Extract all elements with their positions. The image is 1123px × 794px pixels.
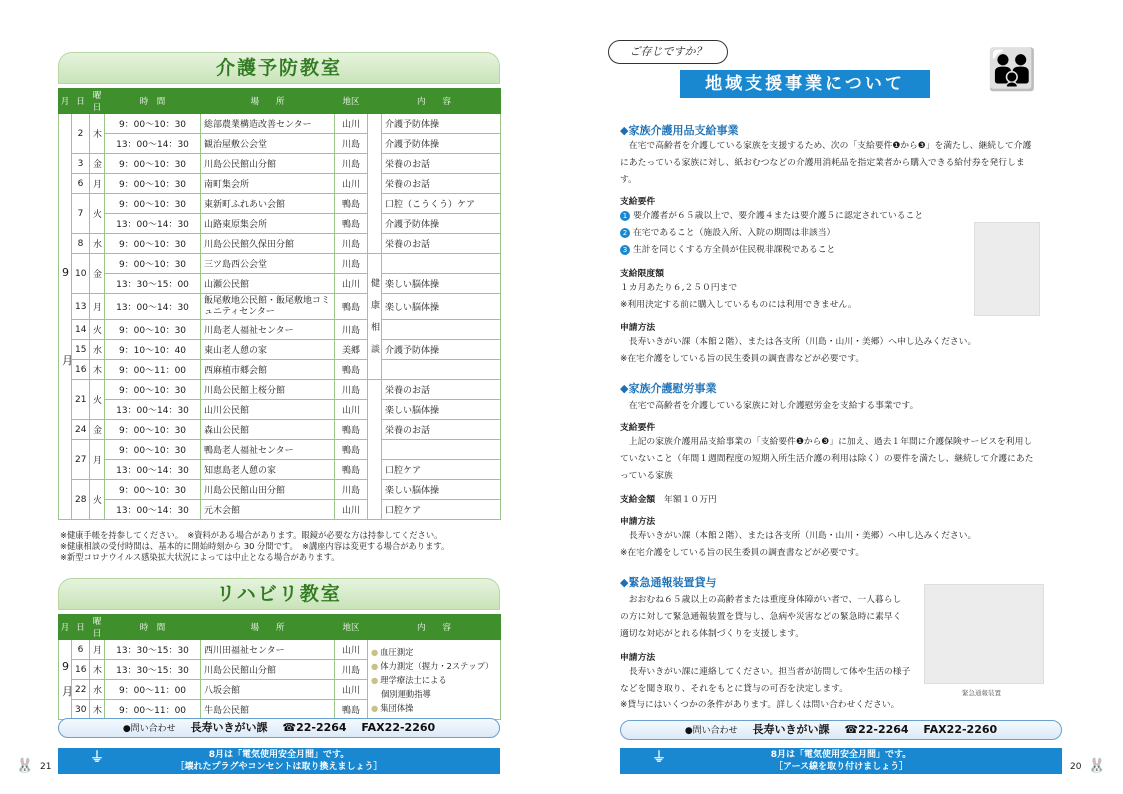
- col-time: 時 間: [105, 615, 201, 640]
- area-cell: 山川: [335, 680, 368, 700]
- month-number: 9: [62, 660, 69, 673]
- area-cell: 川島: [335, 234, 368, 254]
- table-row: [59, 320, 501, 340]
- safety-banner-left: [58, 748, 500, 774]
- time-cell: 13：00〜14：30: [105, 294, 201, 320]
- col-content: 内 容: [368, 89, 501, 114]
- table-row: [59, 420, 501, 440]
- time-cell: 9：00〜11：00: [105, 680, 201, 700]
- weekday-cell: 水: [90, 340, 105, 360]
- s1-limit-label: 支給限度額: [620, 269, 664, 279]
- place-cell: 飯尾敷地公民館・飯尾敷地コミュニティセンター: [201, 294, 335, 320]
- content-cell: 口腔（こうくう）ケア: [382, 194, 501, 214]
- s1-limit-amount: １カ月あたり６,２５０円まで: [620, 283, 738, 293]
- s1-apply: [620, 334, 1040, 368]
- content-cell: 介護予防体操: [382, 340, 501, 360]
- family-illustration-icon: 👪: [987, 47, 1037, 93]
- s3-intro: おおむね６５歳以上の高齢者または重度身体障がい者で、一人暮らしの方に対して緊急通報装置を貸与し、急病や災害などの緊急時に素早く適切な対応がとれる体制づくりを支援します。: [620, 595, 902, 639]
- time-cell: 9：10〜10：40: [105, 340, 201, 360]
- rehab-table: [58, 614, 501, 720]
- area-cell: 川島: [335, 660, 368, 680]
- col-day: 日: [72, 615, 90, 640]
- weekday-cell: 木: [90, 360, 105, 380]
- health-consult-char: 康: [371, 300, 381, 311]
- area-cell: 山川: [335, 640, 368, 660]
- time-cell: 13：00〜14：30: [105, 134, 201, 154]
- place-cell: 川島公民館久保田分館: [201, 234, 335, 254]
- table-row: [59, 640, 501, 660]
- s1-apply-text: 長寿いきがい課（本館２階）、または各支所（川島・山川・美郷）へ申し込みください。: [628, 337, 977, 347]
- contact-tel: ☎22-2264: [844, 723, 909, 736]
- time-cell: 9：00〜10：30: [105, 254, 201, 274]
- day-cell: 24: [72, 420, 90, 440]
- table-row: [59, 480, 501, 500]
- time-cell: 13：00〜14：30: [105, 400, 201, 420]
- area-cell: 山川: [335, 400, 368, 420]
- area-cell: 鴨島: [335, 420, 368, 440]
- kaigo-header-row: [59, 89, 501, 114]
- month-unit: 月: [62, 685, 73, 698]
- content-cell: 楽しい脳体操: [382, 480, 501, 500]
- day-cell: 6: [72, 174, 90, 194]
- kaigo-table: [58, 88, 501, 520]
- area-cell: 鴨島: [335, 214, 368, 234]
- weekday-cell: 月: [90, 294, 105, 320]
- table-row: [59, 114, 501, 134]
- time-cell: 9：00〜10：30: [105, 154, 201, 174]
- area-cell: 鴨島: [335, 360, 368, 380]
- content-cell: [382, 320, 501, 340]
- content-cell: [382, 254, 501, 274]
- table-row: [59, 294, 501, 320]
- content-cell: 楽しい脳体操: [382, 400, 501, 420]
- weekday-cell: 水: [90, 680, 105, 700]
- s2-req-label: 支給要件: [620, 423, 656, 433]
- place-cell: 元木会館: [201, 500, 335, 520]
- rehab-header-row: [59, 615, 501, 640]
- number-2-icon: 2: [620, 228, 630, 238]
- kaigo-title: 介護予防教室: [215, 57, 342, 79]
- content-cell: 介護予防体操: [382, 214, 501, 234]
- area-cell: 美郷: [335, 340, 368, 360]
- content-cell: 栄養のお話: [382, 154, 501, 174]
- day-cell: 21: [72, 380, 90, 420]
- emergency-device-image: [924, 584, 1044, 684]
- day-cell: 14: [72, 320, 90, 340]
- s2-amount-label-text: 支給金額: [620, 495, 656, 505]
- table-row: [59, 194, 501, 214]
- health-consult-cell: [368, 254, 382, 380]
- time-cell: 9：00〜11：00: [105, 360, 201, 380]
- s1-limit: [620, 280, 960, 314]
- table-row: [59, 234, 501, 254]
- place-cell: 山路東原集会所: [201, 214, 335, 234]
- col-area: 地区: [335, 89, 368, 114]
- time-cell: 13：30〜15：30: [105, 660, 201, 680]
- s1-req-3: 3 生計を同じくする方全員が住民税非課税であること: [620, 242, 980, 259]
- rehab-content-text: 集団体操: [380, 702, 414, 713]
- content-cell: 栄養のお話: [382, 380, 501, 400]
- content-cell: 栄養のお話: [382, 234, 501, 254]
- weekday-cell: 水: [90, 234, 105, 254]
- table-row: [59, 460, 501, 480]
- weekday-cell: 金: [90, 254, 105, 294]
- weekday-cell: 木: [90, 114, 105, 154]
- content-cell: 口腔ケア: [382, 460, 501, 480]
- rehab-content-text: 個別運動指導: [381, 688, 431, 699]
- weekday-cell: 金: [90, 154, 105, 174]
- s2-apply-text: 長寿いきがい課（本館２階）、または各支所（川島・山川・美郷）へ申し込みください。: [628, 531, 977, 541]
- s3-apply: 長寿いきがい課に連絡してください。担当者が訪問して体や生活の様子などを聞き取り、それをもとに貸与の可否を決定します。: [620, 667, 911, 694]
- area-cell: 川島: [335, 154, 368, 174]
- page-number-right: 20: [1070, 762, 1082, 772]
- health-consult-char: 相: [371, 322, 381, 333]
- s1-limit-note: ※利用決定する前に購入しているものには利用できません。: [620, 300, 857, 310]
- s2-amount: 年額１０万円: [664, 495, 717, 505]
- number-1-icon: 1: [620, 211, 630, 221]
- area-cell: 鴨島: [335, 440, 368, 460]
- plug-icon: ⏚: [90, 750, 104, 766]
- time-cell: 9：00〜10：30: [105, 194, 201, 214]
- s1-intro: 在宅で高齢者を介護している家族を支援するため、次の「支給要件❶から❸」を満たし、継続して介護にあたっている家族に対し、紙おむつなどの介護用消耗品を指定業者から購入できる給付券を発行します。: [620, 141, 1032, 185]
- content-cell: [382, 440, 501, 460]
- s1-apply-note: ※在宅介護をしている旨の民生委員の調査書などが必要です。: [620, 354, 865, 364]
- table-row: [59, 400, 501, 420]
- day-cell: 8: [72, 234, 90, 254]
- s2-heading: ◆家族介護慰労事業: [620, 382, 717, 395]
- contact-tel: ☎22-2264: [282, 721, 347, 734]
- content-cell: 口腔ケア: [382, 500, 501, 520]
- area-cell: 川島: [335, 254, 368, 274]
- kaigo-notes: [60, 530, 520, 563]
- weekday-cell: 火: [90, 380, 105, 420]
- area-cell: 川島: [335, 134, 368, 154]
- contact-bar-right: [620, 720, 1062, 740]
- table-row: [59, 134, 501, 154]
- s2-amount-label: [620, 492, 717, 505]
- area-cell: 山川: [335, 174, 368, 194]
- place-cell: 山瀬公民館: [201, 274, 335, 294]
- contact-fax: FAX22-2260: [361, 721, 436, 734]
- weekday-cell: 月: [90, 640, 105, 660]
- s3-heading: ◆緊急通報装置貸与: [620, 576, 717, 589]
- bunny-icon: 🐰: [1088, 758, 1106, 774]
- kaigo-banner: [58, 52, 500, 84]
- s2-req: 上記の家族介護用品支給事業の「支給要件❶から❸」に加え、過去１年間に介護保険サービスを利用していないこと（年間１週間程度の短期入所生活介護の利用は除く）の要件を満たし、継続して介護にあたっている家族: [620, 437, 1034, 481]
- area-cell: 鴨島: [335, 194, 368, 214]
- time-cell: 13：00〜14：30: [105, 500, 201, 520]
- rehab-content-text: 血圧測定: [380, 646, 414, 657]
- place-cell: 川島公民館上桜分館: [201, 380, 335, 400]
- place-cell: 観治屋敷公会堂: [201, 134, 335, 154]
- place-cell: 三ツ島西公会堂: [201, 254, 335, 274]
- weekday-cell: 金: [90, 420, 105, 440]
- time-cell: 9：00〜10：30: [105, 174, 201, 194]
- safety-line1: 8月は「電気使用安全月間」です。: [208, 750, 350, 760]
- table-row: [59, 440, 501, 460]
- day-cell: 2: [72, 114, 90, 154]
- s1-req-2: 2 在宅であること（施設入所、入院の期間は非該当）: [620, 225, 980, 242]
- place-cell: 川島公民館山分館: [201, 154, 335, 174]
- area-cell: 鴨島: [335, 700, 368, 720]
- place-cell: 知恵島老人憩の家: [201, 460, 335, 480]
- place-cell: 南町集会所: [201, 174, 335, 194]
- day-cell: 7: [72, 194, 90, 234]
- rehab-content-item: [371, 645, 497, 659]
- left-page: [0, 0, 561, 794]
- month-cell: [59, 114, 72, 520]
- safety-banner-right: [620, 748, 1062, 774]
- time-cell: 9：00〜10：30: [105, 480, 201, 500]
- rehab-content-text: 体力測定（握力・2ステップ）: [380, 660, 494, 671]
- note-2: ※健康相談の受付時間は、基本的に開始時刻から 30 分間です。 ※講座内容は変更する場合があります。: [60, 541, 450, 551]
- col-area: 地区: [335, 615, 368, 640]
- day-cell: 28: [72, 480, 90, 520]
- area-cell: 山川: [335, 500, 368, 520]
- content-cell: [382, 360, 501, 380]
- time-cell: 13：00〜14：30: [105, 460, 201, 480]
- day-cell: 6: [72, 640, 90, 660]
- time-cell: 9：00〜10：30: [105, 380, 201, 400]
- place-cell: 牛島公民館: [201, 700, 335, 720]
- time-cell: 13：30〜15：30: [105, 640, 201, 660]
- s1-req-label: 支給要件: [620, 197, 656, 207]
- rehab-content-cell: [368, 640, 501, 720]
- day-cell: 16: [72, 660, 90, 680]
- rehab-title: リハビリ教室: [216, 583, 342, 605]
- right-page: [562, 0, 1123, 794]
- area-cell: 山川: [335, 114, 368, 134]
- time-cell: 9：00〜10：30: [105, 234, 201, 254]
- col-place: 場 所: [201, 615, 335, 640]
- time-cell: 13：30〜15：00: [105, 274, 201, 294]
- content-cell: 楽しい脳体操: [382, 274, 501, 294]
- bullet-icon: ●: [371, 702, 379, 713]
- place-cell: 西川田福祉センター: [201, 640, 335, 660]
- col-day: 日: [72, 89, 90, 114]
- day-cell: 3: [72, 154, 90, 174]
- page-title: 地域支援事業について: [680, 70, 930, 98]
- contact-bar-left: [58, 718, 500, 738]
- place-cell: 森山公民館: [201, 420, 335, 440]
- weekday-cell: 火: [90, 320, 105, 340]
- bullet-icon: ●: [371, 674, 379, 685]
- s2-intro: 在宅で高齢者を介護している家族に対し介護慰労金を支給する事業です。: [628, 401, 919, 411]
- table-row: [59, 154, 501, 174]
- day-cell: 30: [72, 700, 90, 720]
- note-1: ※健康手帳を持参してください。 ※資料がある場合があります。眼鏡が必要な方は持参してください。: [60, 530, 443, 540]
- place-cell: 総部農業構造改善センター: [201, 114, 335, 134]
- bullet-icon: ●: [371, 660, 379, 671]
- col-content: 内 容: [368, 615, 501, 640]
- place-cell: 八坂会館: [201, 680, 335, 700]
- note-3: ※新型コロナウイルス感染拡大状況によっては中止となる場合があります。: [60, 552, 340, 562]
- table-row: [59, 500, 501, 520]
- table-row: [59, 360, 501, 380]
- place-cell: 山川公民館: [201, 400, 335, 420]
- table-row: [59, 380, 501, 400]
- health-consult-char: 談: [371, 344, 381, 355]
- content-cell: 楽しい脳体操: [382, 294, 501, 320]
- contact-prefix: ●問い合わせ: [122, 724, 176, 734]
- rehab-content-text: 理学療法士による: [380, 674, 447, 685]
- care-supplies-image: [974, 222, 1040, 316]
- s2-apply-label: 申請方法: [620, 517, 656, 527]
- safety-line2: ［壊れたプラグやコンセントは取り換えましょう］: [175, 762, 383, 772]
- safety-line2: ［アース線を取り付けましょう］: [773, 762, 909, 772]
- place-cell: 西麻植市郷会館: [201, 360, 335, 380]
- health-consult-char: 健: [371, 278, 381, 289]
- s1-req-1: 1 要介護者が６５歳以上で、要介護４または要介護５に認定されていること: [620, 208, 980, 225]
- number-3-icon: 3: [620, 245, 630, 255]
- s3-apply-label: 申請方法: [620, 653, 656, 663]
- contact-dept: 長寿いきがい課: [190, 721, 268, 734]
- col-month: 月: [59, 89, 72, 114]
- time-cell: 9：00〜10：30: [105, 420, 201, 440]
- weekday-cell: 月: [90, 174, 105, 194]
- rehab-content-item: [371, 673, 497, 687]
- weekday-cell: 月: [90, 440, 105, 480]
- content-cell: 介護予防体操: [382, 114, 501, 134]
- s1-apply-label: 申請方法: [620, 323, 656, 333]
- place-cell: 東新町ふれあい会館: [201, 194, 335, 214]
- rehab-content-item: [371, 687, 497, 701]
- day-cell: 27: [72, 440, 90, 480]
- time-cell: 9：00〜10：30: [105, 114, 201, 134]
- place-cell: 川島公民館山分館: [201, 660, 335, 680]
- table-row: [59, 254, 501, 274]
- col-time: 時 間: [105, 89, 201, 114]
- area-cell: 川島: [335, 480, 368, 500]
- content-cell: 介護予防体操: [382, 134, 501, 154]
- bullet-icon: ●: [371, 646, 379, 657]
- day-cell: 10: [72, 254, 90, 294]
- month-number: 9: [62, 265, 69, 279]
- time-cell: 9：00〜10：30: [105, 320, 201, 340]
- table-row: [59, 274, 501, 294]
- page-number-left: 21: [40, 762, 52, 772]
- col-weekday: 曜日: [90, 89, 105, 114]
- device-caption: 緊急通報装置: [962, 689, 1001, 697]
- area-cell: 鴨島: [335, 460, 368, 480]
- plug-icon: ⏚: [652, 750, 666, 766]
- s3-note: ※貸与にはいくつかの条件があります。詳しくは問い合わせください。: [620, 700, 900, 710]
- weekday-cell: 火: [90, 480, 105, 520]
- weekday-cell: 木: [90, 700, 105, 720]
- place-cell: 鴨島老人福祉センター: [201, 440, 335, 460]
- contact-dept: 長寿いきがい課: [752, 723, 830, 736]
- area-cell: 鴨島: [335, 294, 368, 320]
- area-cell: 川島: [335, 320, 368, 340]
- col-place: 場 所: [201, 89, 335, 114]
- place-cell: 川島老人福祉センター: [201, 320, 335, 340]
- day-cell: 15: [72, 340, 90, 360]
- place-cell: 東山老人憩の家: [201, 340, 335, 360]
- time-cell: 13：00〜14：30: [105, 214, 201, 234]
- weekday-cell: 木: [90, 660, 105, 680]
- contact-fax: FAX22-2260: [923, 723, 998, 736]
- day-cell: 22: [72, 680, 90, 700]
- col-weekday: 曜日: [90, 615, 105, 640]
- rehab-banner: [58, 578, 500, 610]
- table-row: [59, 174, 501, 194]
- rehab-content-item: [371, 701, 497, 715]
- table-row: [59, 340, 501, 360]
- rehab-content-item: [371, 659, 497, 673]
- s1-req-list: [620, 208, 980, 259]
- table-row: [59, 214, 501, 234]
- col-month: 月: [59, 615, 72, 640]
- intro-bubble: ご存じですか？: [608, 40, 728, 64]
- month-cell: [59, 640, 72, 720]
- s2-apply: [620, 528, 1040, 562]
- time-cell: 9：00〜10：30: [105, 440, 201, 460]
- health-blank-cell: [368, 380, 382, 520]
- weekday-cell: 火: [90, 194, 105, 234]
- safety-line1: 8月は「電気使用安全月間」です。: [770, 750, 912, 760]
- month-unit: 月: [62, 353, 73, 367]
- content-cell: 栄養のお話: [382, 420, 501, 440]
- content-cell: 栄養のお話: [382, 174, 501, 194]
- day-cell: 13: [72, 294, 90, 320]
- day-cell: 16: [72, 360, 90, 380]
- time-cell: 9：00〜11：00: [105, 700, 201, 720]
- area-cell: 川島: [335, 380, 368, 400]
- place-cell: 川島公民館山田分館: [201, 480, 335, 500]
- health-blank-cell: [368, 114, 382, 254]
- contact-prefix: ●問い合わせ: [684, 726, 738, 736]
- bunny-icon: 🐰: [16, 758, 34, 774]
- s2-apply-note: ※在宅介護をしている旨の民生委員の調査書などが必要です。: [620, 548, 865, 558]
- area-cell: 山川: [335, 274, 368, 294]
- s1-heading: ◆家族介護用品支給事業: [620, 124, 739, 137]
